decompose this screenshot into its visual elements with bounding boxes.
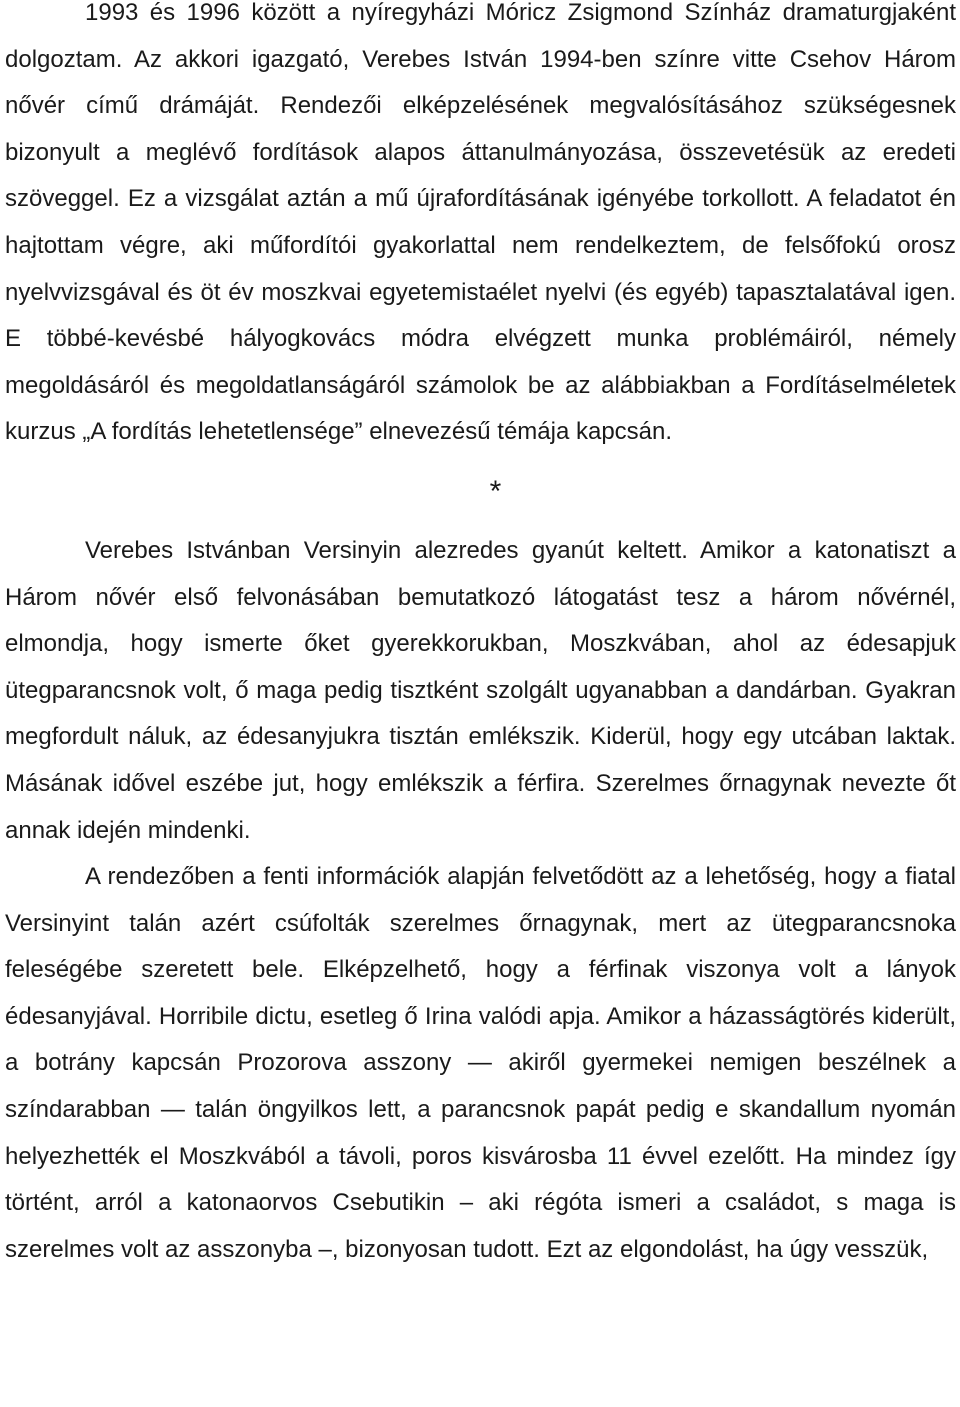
paragraph-versinyin: Verebes Istvánban Versinyin alezredes gyanút keltett. Amikor a katonatiszt a Három nővér első felvonásában bemutatkozó látogatást tesz a három nővérnél, elmondja, hogy ismerte őket gyerekkorukban, Moszkvában, ahol az édesapjuk ütegparancsnok volt, ő maga pedig tisztként szolgált ugyanabban a dandárban. Gyakran megfordult náluk, az édesanyjukra tisztán emlékszik. Kiderül, hogy egy utcában laktak. Másának idővel eszébe jut, hogy emlékszik a férfira. Szerelmes őrnagynak nevezte őt annak idején mindenki.	[5, 536, 956, 844]
document-page	[5, 0, 956, 1273]
section-separator-asterisk: *	[489, 474, 502, 508]
paragraph-hypothesis: A rendezőben a fenti információk alapján felvetődött az a lehetőség, hogy a fiatal Versinyint talán azért csúfolták szerelmes őrnagynak, mert az ütegparancsnoka feleségébe szeretett bele. Elképzelhető, hogy a férfinak viszonya volt a lányok édesanyjával. Horribile dictu, esetleg ő Irina valódi apja. Amikor a házasságtörés kiderült, a botrány kapcsán Prozorova asszony — akiről gyermekei nemigen beszélnek a színdarabban — talán öngyilkos lett, a parancsnok papát pedig e skandallum nyomán helyezhették el Moszkvából a távoli, poros kisvárosba 11 évvel ezelőtt. Ha mindez így történt, arról a katonaorvos Csebutikin – aki régóta ismeri a családot, s maga is szerelmes volt az asszonyba –, bizonyosan tudott. Ezt az elgondolást, ha úgy vesszük,	[5, 863, 956, 1263]
paragraph-intro: 1993 és 1996 között a nyíregyházi Móricz Zsigmond Színház dramaturgjaként dolgoztam. Az akkori igazgató, Verebes István 1994-ben színre vitte Csehov Három nővér című drámáját. Rendezői elképzelésének megvalósításához szükségesnek bizonyult a meglévő fordítások alapos áttanulmányozása, összevetésük az eredeti szöveggel. Ez a vizsgálat aztán a mű újrafordításának igényébe torkollott. A feladatot én hajtottam végre, aki műfordítói gyakorlattal nem rendelkeztem, de felsőfokú orosz nyelvvizsgával és öt év moszkvai egyetemistaélet nyelvi (és egyéb) tapasztalatával igen. E többé-kevésbé hályogkovács módra elvégzett munka problémáiról, némely megoldásáról és megoldatlanságáról számolok be az alábbiakban a Fordításelméletek kurzus „A fordítás lehetetlensége” elnevezésű témája kapcsán.	[5, 0, 956, 446]
